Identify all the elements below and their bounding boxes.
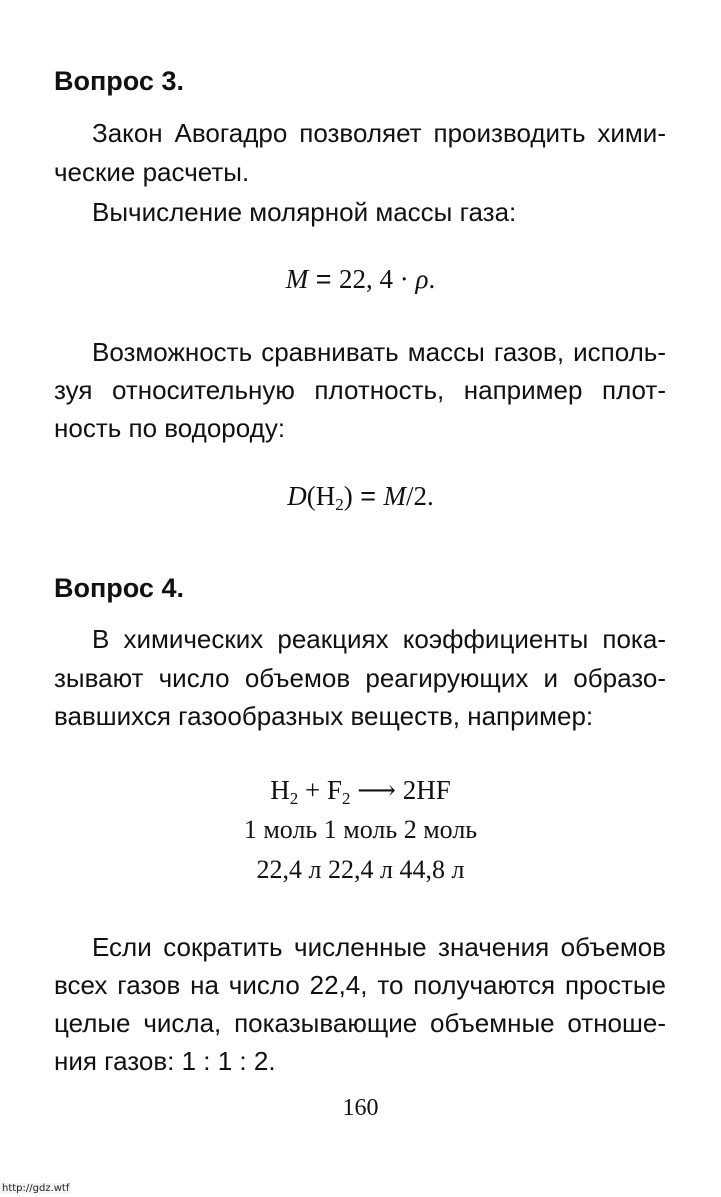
molar-mass-formula xyxy=(0,264,721,295)
formula2-d: D xyxy=(287,481,307,511)
question-4-heading: Вопрос 4. xyxy=(54,573,184,603)
q3-p3-line-1: Возможность сравнивать массы газов, исполь- xyxy=(92,337,666,367)
reaction-volumes: 22,4 л 22,4 л 44,8 л xyxy=(256,855,465,884)
q4-p2-line-4: ния газов: 1 : 1 : 2. xyxy=(54,1046,276,1076)
q3-p2: Вычисление молярной массы газа: xyxy=(92,197,517,227)
reaction-h: H xyxy=(270,775,290,805)
question-3-heading: Вопрос 3. xyxy=(54,66,184,96)
q4-p1-line-2: зывают число объемов реагирующих и образо- xyxy=(54,663,666,693)
formula1-rho: ρ xyxy=(415,264,429,294)
q3-p3-line-2: зуя относительную плотность, например плот- xyxy=(54,375,666,405)
q4-p1-line-1: В химических реакциях коэффициенты пока- xyxy=(92,624,666,654)
formula1-m: M xyxy=(285,264,309,294)
formula2-sub: 2 xyxy=(335,495,344,514)
page-number: 160 xyxy=(342,1095,379,1121)
formula1-rest: 22, 4 · xyxy=(339,264,416,294)
formula1-eq: = xyxy=(308,264,340,294)
formula2-open: (H xyxy=(306,481,336,511)
q4-p2-line-2: всех газов на число 22,4, то получаются простые xyxy=(54,970,666,1000)
reaction-h-sub: 2 xyxy=(289,789,299,808)
reaction-plus-f: + F xyxy=(298,775,342,805)
formula2-end: /2. xyxy=(406,481,434,511)
q4-p1-line-3: вавшихся газообразных веществ, например: xyxy=(54,701,594,731)
reaction-moles: 1 моль 1 моль 2 моль xyxy=(243,815,478,844)
reaction-equation xyxy=(0,775,721,806)
formula2-m: M xyxy=(383,481,406,511)
formula2-close: ) xyxy=(343,481,353,511)
q4-p2-line-3: целые числа, показывающие объемные отноше- xyxy=(54,1008,666,1038)
q4-p2-line-1: Если сократить численные значения объемов xyxy=(92,932,666,962)
watermark-link[interactable]: http://gdz.wtf xyxy=(2,1183,70,1194)
formula2-eq: = xyxy=(352,481,384,511)
formula1-end: . xyxy=(428,264,436,294)
reaction-product: ⟶ 2HF xyxy=(350,775,451,805)
q3-p1-line-2: ческие расчеты. xyxy=(54,157,250,187)
q3-p3-line-3: ность по водороду: xyxy=(54,413,286,443)
q3-p1-line-1: Закон Авогадро позволяет производить хими- xyxy=(92,118,666,148)
reaction-f-sub: 2 xyxy=(342,789,351,808)
density-formula xyxy=(0,481,721,512)
